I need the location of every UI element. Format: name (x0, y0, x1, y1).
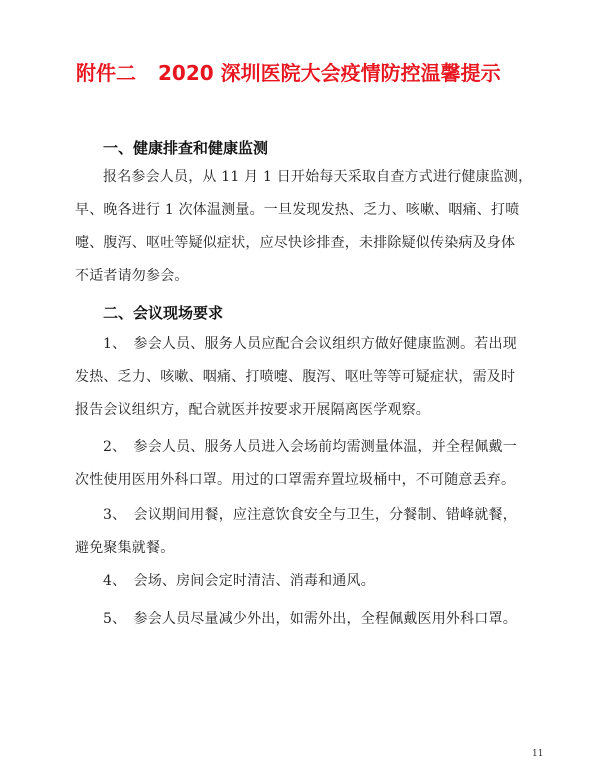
list-item-cleaning (75, 565, 545, 598)
section-heading-health-screening: 一、健康排查和健康监测 (103, 139, 269, 157)
text-line: 早、晚各进行 1 次体温测量。一旦发现发热、乏力、咳嗽、咽痛、打喷 (75, 202, 520, 218)
title-prefix: 附件二 (76, 61, 136, 85)
text-line: 不适者请勿参会。 (75, 268, 189, 284)
text-line: 报名参会人员，从 11 月 1 日开始每天采取自查方式进行健康监测， (103, 169, 533, 185)
text-line: 避免聚集就餐。 (75, 540, 175, 556)
list-item-temperature-mask (75, 431, 545, 497)
list-item-outings (75, 603, 545, 636)
text-line: 3、 会议期间用餐，应注意饮食安全与卫生，分餐制、错峰就餐， (103, 507, 517, 523)
text-line: 次性使用医用外科口罩。用过的口罩需弃置垃圾桶中，不可随意丢弃。 (75, 472, 516, 488)
page-number: 11 (532, 749, 544, 759)
text-line: 1、 参会人员、服务人员应配合会议组织方做好健康监测。若出现 (103, 336, 517, 352)
text-line: 5、 参会人员尽量减少外出，如需外出，全程佩戴医用外科口罩。 (103, 611, 517, 627)
page-title (76, 57, 596, 86)
paragraph-health-screening (75, 161, 545, 293)
text-line: 发热、乏力、咳嗽、咽痛、打喷嚏、腹泻、呕吐等等可疑症状，需及时 (75, 369, 516, 385)
text-line: 嚏、腹泻、呕吐等疑似症状，应尽快诊排查，未排除疑似传染病及身体 (75, 235, 516, 251)
title-main: 2020 深圳医院大会疫情防控温馨提示 (158, 61, 501, 85)
list-item-dining (75, 499, 545, 565)
section-heading-venue-requirements: 二、会议现场要求 (103, 304, 224, 322)
text-line: 2、 参会人员、服务人员进入会场前均需测量体温，并全程佩戴一 (103, 439, 517, 455)
list-item-health-monitoring (75, 328, 545, 427)
text-line: 4、 会场、房间会定时清洁、消毒和通风。 (103, 573, 375, 589)
text-line: 报告会议组织方，配合就医并按要求开展隔离医学观察。 (75, 402, 430, 418)
